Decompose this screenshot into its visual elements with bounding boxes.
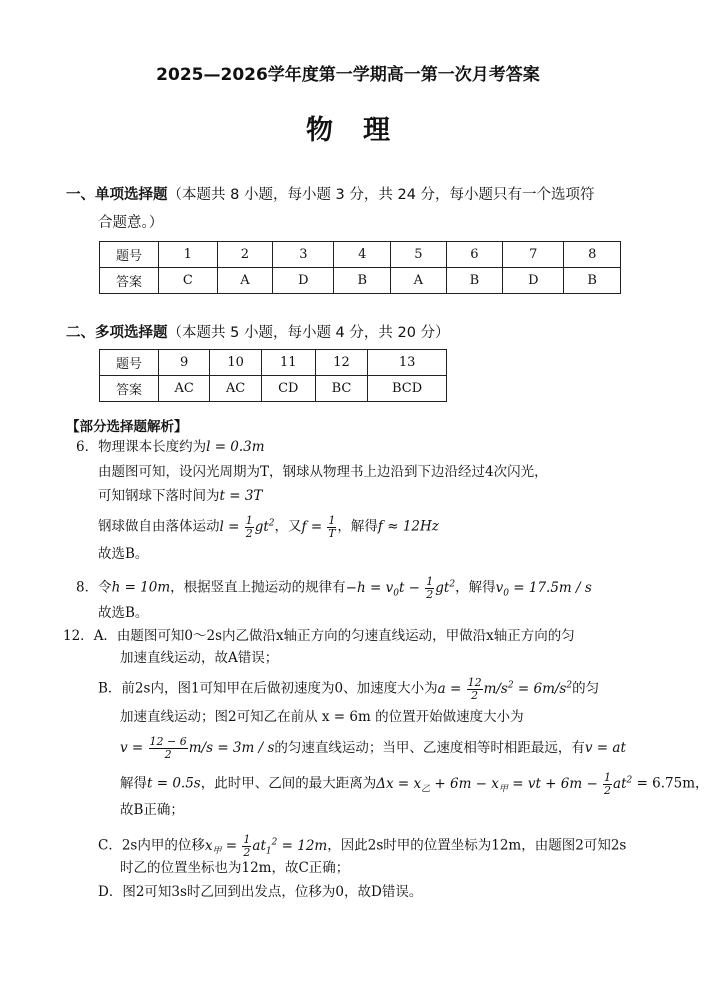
formula-displacement: $x_甲$ = $\frac{1}{2}$ $at_1^2 = 12m$ — [204, 832, 328, 859]
question-number: 9 — [159, 350, 210, 376]
q6-line2: 由题图可知，设闪光周期为T，钢球从物理书上边沿到下边沿经过4次闪光， — [98, 464, 548, 480]
question-number: 13 — [368, 350, 447, 376]
q6-text: 可知钢球下落时间为 — [98, 488, 220, 504]
q8-text: ，解得 — [455, 579, 496, 596]
q12-option-b-line3 — [120, 736, 626, 761]
question-number: 4 — [334, 242, 391, 268]
q12-option-b-line2: 加速直线运动；图2可知乙在前从 x = 6m 的位置开始做速度大小为 — [120, 709, 524, 725]
q12-option-c-line1 — [98, 832, 626, 861]
formula-velocity: v = $\frac{12 - 6}{2}$ m/s = 3m / s — [120, 735, 275, 761]
section2-heading-line — [66, 321, 450, 342]
q6-text: 钢球做自由落体运动 — [98, 518, 220, 535]
q12-equal-speed-eq: v = at — [584, 740, 626, 756]
question-number: 2 — [217, 242, 273, 268]
q12-distance-result: = 6.75m — [636, 775, 696, 792]
q12-time-result: t = 0.5s — [147, 775, 201, 792]
question-number: 6 — [446, 242, 503, 268]
answer-cell: BC — [315, 376, 367, 402]
answer-cell: BCD — [368, 376, 447, 402]
answer-cell: A — [391, 268, 447, 294]
q6-line1 — [76, 437, 265, 457]
q12-option-a-line2: 加速直线运动，故A错误； — [120, 650, 279, 666]
q12-option-d-line1: D．图2可知3s时乙回到出发点，位移为0，故D错误。 — [98, 884, 423, 900]
answer-cell: CD — [261, 376, 315, 402]
table-row — [100, 376, 447, 402]
q8-result: $v_0 = 17.5m / s$ — [495, 579, 592, 599]
q8-text: ，根据竖直上抛运动的规律有 — [170, 579, 346, 596]
answer-cell: AC — [159, 376, 210, 402]
subject-title: 物理 — [306, 115, 420, 146]
q12-option-a-line1 — [63, 626, 575, 646]
q12-b-text: B．前2s内，图1可知甲在后做初速度为0、加速度大小为 — [98, 680, 438, 697]
q6-line4 — [98, 513, 439, 540]
q12-option-b-line5: 故B正确； — [120, 802, 184, 818]
table-row — [100, 350, 447, 376]
q12-b-text: ，此时甲、乙间的最大距离为 — [200, 775, 377, 792]
q12-c-text: ，因此2s时甲的位置坐标为12m，由题图2可知2s — [327, 837, 627, 854]
row-label: 答案 — [100, 268, 159, 294]
answer-cell: C — [159, 268, 218, 294]
question-number: 12 — [315, 350, 367, 376]
answer-cell: D — [503, 268, 564, 294]
question-number: 8 — [564, 242, 621, 268]
formula-frequency: f = $\frac{1}{T}$ — [301, 513, 336, 540]
section1-answer-table — [99, 241, 621, 294]
q8-conclusion: 故选B。 — [98, 605, 149, 621]
section1-heading: 一、单项选择题 — [66, 187, 168, 203]
page-title: 2025—2026学年度第一学期高一第一次月考答案 — [156, 65, 540, 85]
analysis-heading: 【部分选择题解析】 — [66, 419, 188, 435]
table-row — [100, 242, 621, 268]
q12-a-text: A．由题图可知0～2s内乙做沿x轴正方向的匀速直线运动，甲做沿x轴正方向的匀 — [93, 628, 575, 644]
q6-text: 物理课本长度约为 — [98, 439, 207, 455]
q8-line1 — [76, 574, 592, 603]
section2-desc: （本题共 5 小题，每小题 4 分，共 20 分） — [167, 325, 450, 341]
question-number: 11 — [261, 350, 315, 376]
q12-b-text: 的匀速直线运动；当甲、乙速度相等时相距最远，有 — [274, 740, 585, 756]
row-label: 题号 — [100, 350, 159, 376]
formula-free-fall: l = $\frac{1}{2}$ $gt^2$ — [219, 513, 275, 540]
question-number: 1 — [159, 242, 218, 268]
formula-acceleration: a = $\frac{12}{2}$ $m/s^2 = 6m/s^2$ — [437, 675, 573, 702]
q6-number: 6． — [76, 439, 99, 455]
q8-result-value: = 17.5m / s — [513, 579, 592, 596]
q12-b-text: 解得 — [120, 775, 147, 792]
formula-vertical-throw: $-h = v_0t$ − $\frac{1}{2}$ $gt^2$ — [345, 574, 456, 601]
row-label: 答案 — [100, 376, 159, 402]
answer-cell: B — [564, 268, 621, 294]
q6-result: f ≈ 12Hz — [377, 518, 439, 535]
section2-heading: 二、多项选择题 — [66, 325, 168, 341]
answer-cell: AC — [210, 376, 261, 402]
q12-option-b-line4: 解得t = 0.5s，此时甲、乙间的最大距离为$\Delta x = x_乙 + 6m - x_甲$ = vt + 6m − $\frac{1}{2}$ $at^2 = 6.75m$， — [120, 770, 709, 797]
question-number: 5 — [391, 242, 447, 268]
section1-heading-line — [66, 183, 595, 204]
q8-number: 8． — [76, 579, 99, 596]
answer-cell: B — [334, 268, 391, 294]
q8-height-math: h = 10m — [111, 579, 171, 596]
section1-desc-line1: （本题共 8 小题，每小题 3 分，共 24 分，每小题只有一个选项符 — [167, 187, 595, 203]
section2-answer-table — [99, 349, 447, 402]
formula-max-distance: $\Delta x = x_乙 + 6m - x_甲$ = vt + 6m − $\frac{1}{2}$ $at^2$ — [376, 770, 633, 797]
table-row — [100, 268, 621, 294]
question-number: 10 — [210, 350, 261, 376]
q6-text: ，又 — [274, 518, 302, 535]
q12-option-b-line1 — [98, 675, 599, 702]
question-number: 7 — [503, 242, 564, 268]
q6-text: ，解得 — [337, 518, 378, 535]
answer-cell: D — [273, 268, 334, 294]
answer-cell: A — [217, 268, 273, 294]
q6-line3 — [98, 486, 262, 506]
row-label: 题号 — [100, 242, 159, 268]
q6-time-math: t = 3T — [219, 488, 263, 504]
q12-option-c-line2: 时乙的位置坐标也为12m，故C正确； — [120, 860, 350, 876]
question-number: 3 — [273, 242, 334, 268]
q12-c-text: C．2s内甲的位移 — [98, 837, 205, 854]
q8-text: 令 — [98, 579, 112, 596]
answer-cell: B — [446, 268, 503, 294]
q12-b-text: 的匀 — [572, 680, 600, 697]
q6-length-math: l = 0.3m — [206, 439, 265, 455]
q12-number: 12． — [63, 628, 94, 644]
q6-conclusion: 故选B。 — [98, 546, 149, 562]
section1-desc-line2: 合题意。） — [98, 215, 164, 231]
